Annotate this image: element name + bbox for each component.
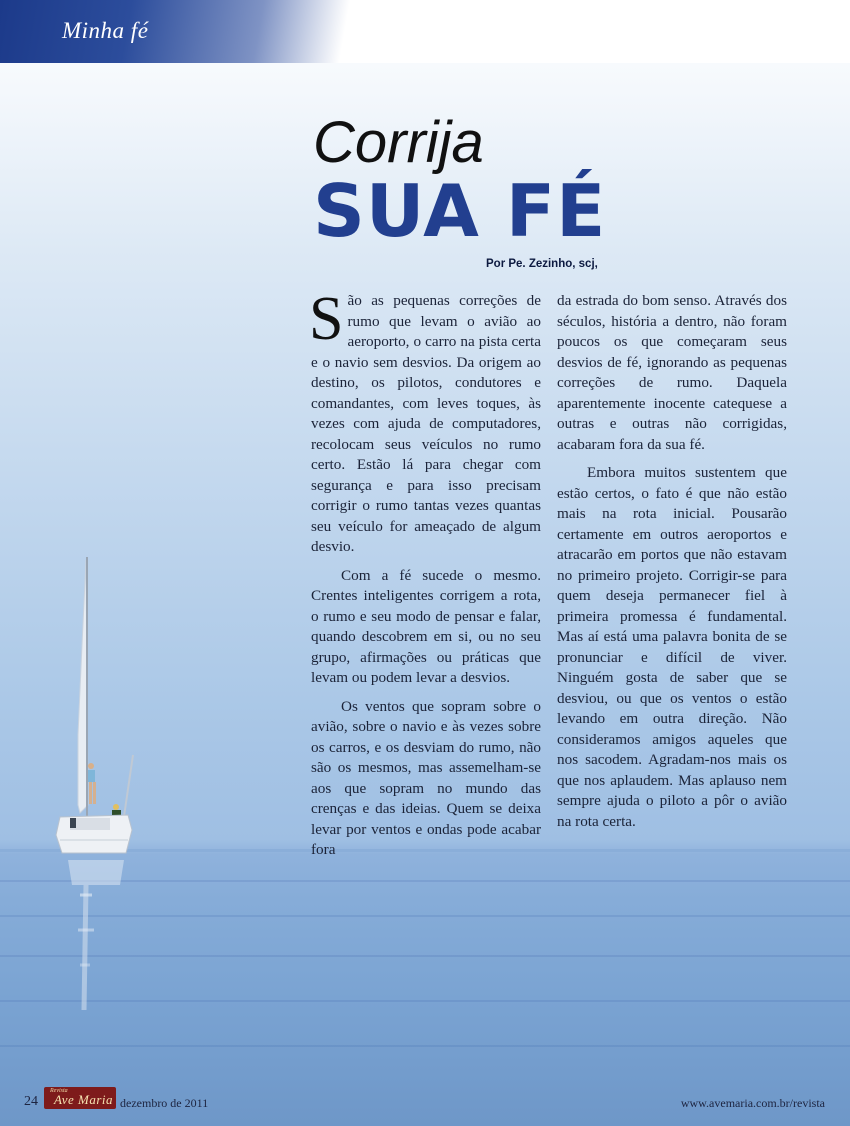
drop-cap: S: [309, 285, 344, 353]
issue-date: dezembro de 2011: [120, 1096, 209, 1110]
sailboat-illustration: [40, 555, 150, 1015]
paragraph: Embora muitos sustentem que estão certos, o fato é que não estão mais na rota inicial. Pousarão certamente em outros aeroportos e atracarão em portos que não estavam no primeiro projeto. Corrigir-se para quem deseja permanecer fiel à primeira promessa é fundamental. Mas aí está uma palavra bonita de se pronunciar e difícil de viver. Ninguém gosta de saber que se desviou, ou que os ventos o estão levando em outra direção. Não consideramos amigos aqueles que nos sacodem. Agradam-nos mais os que nos aplaudem. Mas aplauso nem sempre ajuda o piloto a pôr o avião na rota certa.: [557, 464, 787, 830]
article-title-line1: Corrija: [313, 110, 484, 175]
article-byline: Por Pe. Zezinho, scj,: [486, 258, 598, 270]
paragraph: Os ventos que sopram sobre o avião, sobre o navio e às vezes sobre os carros, e os desviam do rumo, não são os mesmos, mas assemelham-se aos que sopram no mundo das crenças e das ideias. Quem se deixa levar por ventos e ondas pode acabar fora: [311, 697, 541, 858]
article-title-line2: SUA FÉ: [313, 169, 607, 253]
paragraph: [309, 285, 541, 558]
magazine-logo: [44, 1087, 116, 1109]
website-url: www.avemaria.com.br/revista: [680, 1096, 825, 1110]
paragraph-text: ão as pequenas correções de rumo que levam o avião ao aeroporto, o carro na pista certa e o navio sem desvios. Da origem ao destino, os pilotos, condutores e comandantes, com leves toques, às vezes com ajuda de computadores, recolocam seus veículos no rumo certo. Estão lá para chegar com segurança e para isso precisam corrigir o rumo tantas vezes quantas seu veículo for ameaçado de algum desvio.: [311, 292, 541, 555]
paragraph: da estrada do bom senso. Através dos séculos, história a dentro, não foram poucos os que começaram seus desvios de fé, ignorando as pequenas correções de rumo. Daquela aparentemente inocente catequese a outras e outras não corrigidas, acabaram fora da sua fé.: [557, 292, 787, 453]
water-ripple: [0, 1045, 850, 1047]
logo-title-text: Ave Maria: [54, 1092, 114, 1107]
article-column-left: [309, 285, 541, 869]
paragraph: Com a fé sucede o mesmo. Crentes inteligentes corrigem a rota, o rumo e seu modo de pensar e falar, quando descobrem em si, ou no seu grupo, afirmações ou práticas que levam ou podem levar a desvios.: [311, 566, 541, 686]
logo-small-text: Revista: [50, 1088, 68, 1094]
section-label: Minha fé: [62, 18, 149, 43]
article-column-right: [557, 291, 787, 840]
page-number: 24: [24, 1094, 38, 1109]
